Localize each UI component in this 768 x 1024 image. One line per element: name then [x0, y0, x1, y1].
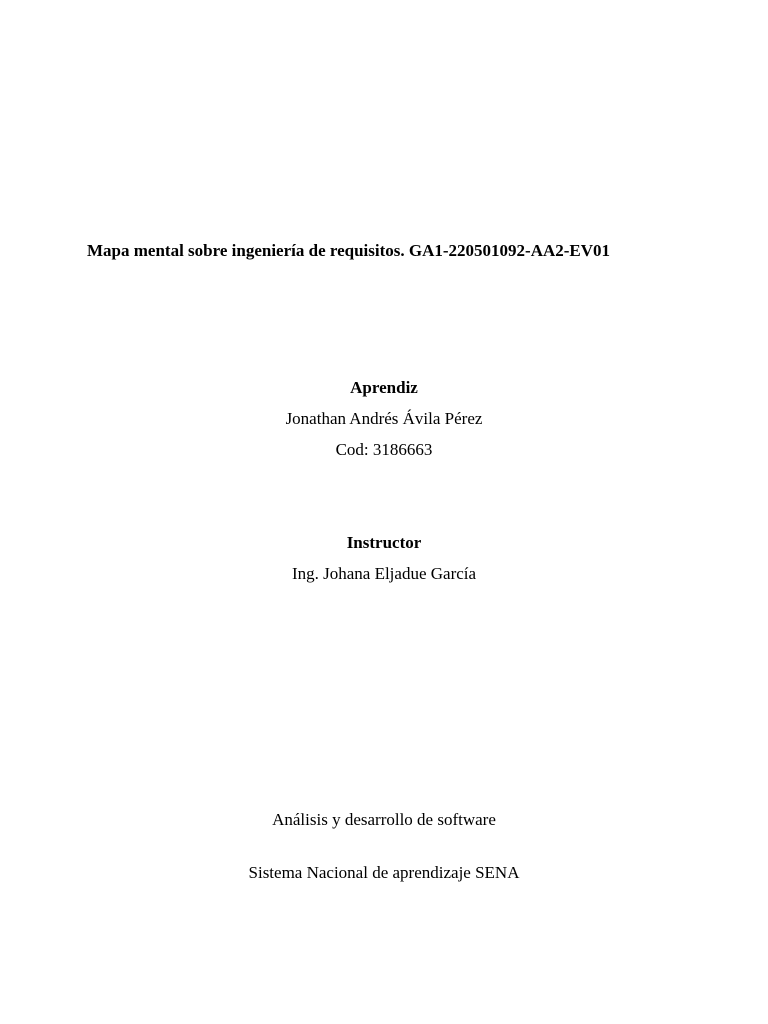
aprendiz-code: Cod: 3186663: [335, 440, 433, 459]
document-title: Mapa mental sobre ingeniería de requisitos. GA1-220501092-AA2-EV01: [87, 241, 611, 260]
instructor-name: Ing. Johana Eljadue García: [291, 564, 477, 583]
aprendiz-heading: Aprendiz: [350, 378, 418, 397]
aprendiz-name: Jonathan Andrés Ávila Pérez: [285, 409, 483, 428]
institution-name: Sistema Nacional de aprendizaje SENA: [248, 863, 520, 882]
program-name: Análisis y desarrollo de software: [272, 810, 496, 829]
instructor-heading: Instructor: [346, 533, 422, 552]
